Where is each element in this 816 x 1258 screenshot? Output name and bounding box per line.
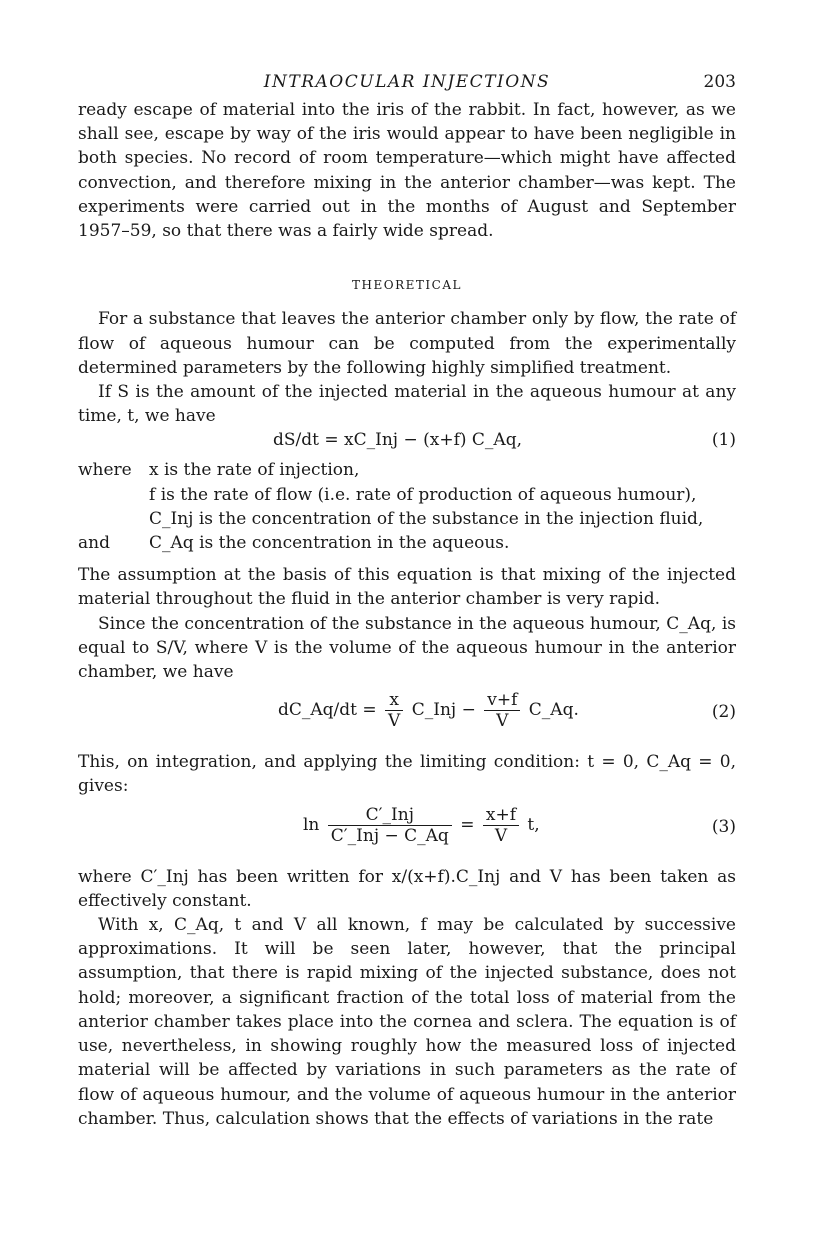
equation-1-rhs: xC_Inj − (x+f) C_Aq, <box>344 430 522 451</box>
definition-text: C_Inj is the concentration of the substance in the injection fluid, <box>149 508 704 529</box>
paragraph-approximations: With x, C_Aq, t and V all known, f may be calculated by successive approximations. It will be seen later, however, that the principal assumption, that there is rapid mixing of the injected substance, does not hold; moreover, a significant fraction of the total loss of material from the anterior chamber takes place into the cornea and sclera. The equation is of use, nevertheless, in showing roughly how the measured loss of injected material will be affected by variations in such parameters as the rate of flow of aqueous humour, and the volume of aqueous humour in the anterior chamber. Thus, calculation shows that the effects of variations in the rate <box>78 915 736 1129</box>
fraction-numerator: x <box>385 690 403 711</box>
equation-2-lhs: dC_Aq/dt = <box>278 700 377 721</box>
equation-2-fraction-2 <box>484 690 520 731</box>
equation-3-ln: ln <box>303 814 320 835</box>
equation-2-middle: C_Inj − <box>411 700 476 721</box>
fraction-numerator: v+f <box>484 690 520 711</box>
paragraph-substitution: where C′_Inj has been written for x/(x+f).C_Inj and V has been taken as effectively constant. <box>78 866 736 911</box>
definition-text: f is the rate of flow (i.e. rate of production of aqueous humour), <box>149 484 697 505</box>
journal-page <box>78 70 736 1131</box>
equation-2-body <box>278 690 579 731</box>
fraction-denominator: C′_Inj − C_Aq <box>330 825 449 846</box>
equation-2-end: C_Aq. <box>528 700 579 721</box>
definition-lead: where <box>78 460 132 481</box>
paragraph-continuation: ready escape of material into the iris of the rabbit. In fact, however, as we shall see, escape by way of the iris would appear to have been negligible in both species. No record of room temperature—which might have affected convection, and therefore mixing in the anterior chamber—was kept. The experiments were carried out in the months of August and September 1957–59, so that there was a fairly wide spread. <box>78 100 736 242</box>
equation-1-body <box>273 428 522 452</box>
paragraph-amount-definition: If S is the amount of the injected material in the aqueous humour at any time, t, we have <box>78 382 736 427</box>
equation-2 <box>78 684 736 742</box>
running-head <box>78 70 736 98</box>
definition-item <box>78 458 736 482</box>
definition-text: x is the rate of injection, <box>149 460 360 481</box>
equation-1-lhs: dS/dt = <box>273 430 339 451</box>
equation-3-equals: = <box>460 814 475 835</box>
running-title: INTRAOCULAR INJECTIONS <box>263 72 551 92</box>
definition-lead: and <box>78 533 110 554</box>
equation-3-body <box>303 805 540 846</box>
equation-1 <box>78 428 736 456</box>
equation-2-number: (2) <box>711 702 736 723</box>
fraction-numerator: C′_Inj <box>328 805 452 826</box>
page-number: 203 <box>703 72 736 92</box>
equation-3 <box>78 799 736 857</box>
definition-item <box>78 507 736 531</box>
definition-item <box>78 531 736 555</box>
equation-3-end: t, <box>527 814 540 835</box>
fraction-denominator: V <box>494 825 508 846</box>
equation-3-fraction-1 <box>328 805 452 846</box>
definition-text: C_Aq is the concentration in the aqueous. <box>149 533 510 554</box>
equation-3-fraction-2 <box>483 805 519 846</box>
equation-2-fraction-1 <box>385 690 403 731</box>
fraction-numerator: x+f <box>483 805 519 826</box>
equation-3-number: (3) <box>711 816 736 837</box>
definition-list <box>78 458 736 555</box>
paragraph-integration: This, on integration, and applying the limiting condition: t = 0, C_Aq = 0, gives: <box>78 752 736 797</box>
paragraph-flow-treatment: For a substance that leaves the anterior chamber only by flow, the rate of flow of aqueous humour can be computed from the experimentally determined parameters by the following highly simplified treatment. <box>78 309 736 378</box>
equation-1-number: (1) <box>711 430 736 451</box>
fraction-denominator: V <box>496 711 509 732</box>
fraction-denominator: V <box>388 711 401 732</box>
section-heading: THEORETICAL <box>352 278 462 293</box>
paragraph-assumption: The assumption at the basis of this equation is that mixing of the injected material throughout the fluid in the anterior chamber is very rapid. <box>78 565 736 610</box>
paragraph-concentration: Since the concentration of the substance in the aqueous humour, C_Aq, is equal to S/V, where V is the volume of the aqueous humour in the anterior chamber, we have <box>78 613 736 683</box>
definition-item <box>78 483 736 507</box>
